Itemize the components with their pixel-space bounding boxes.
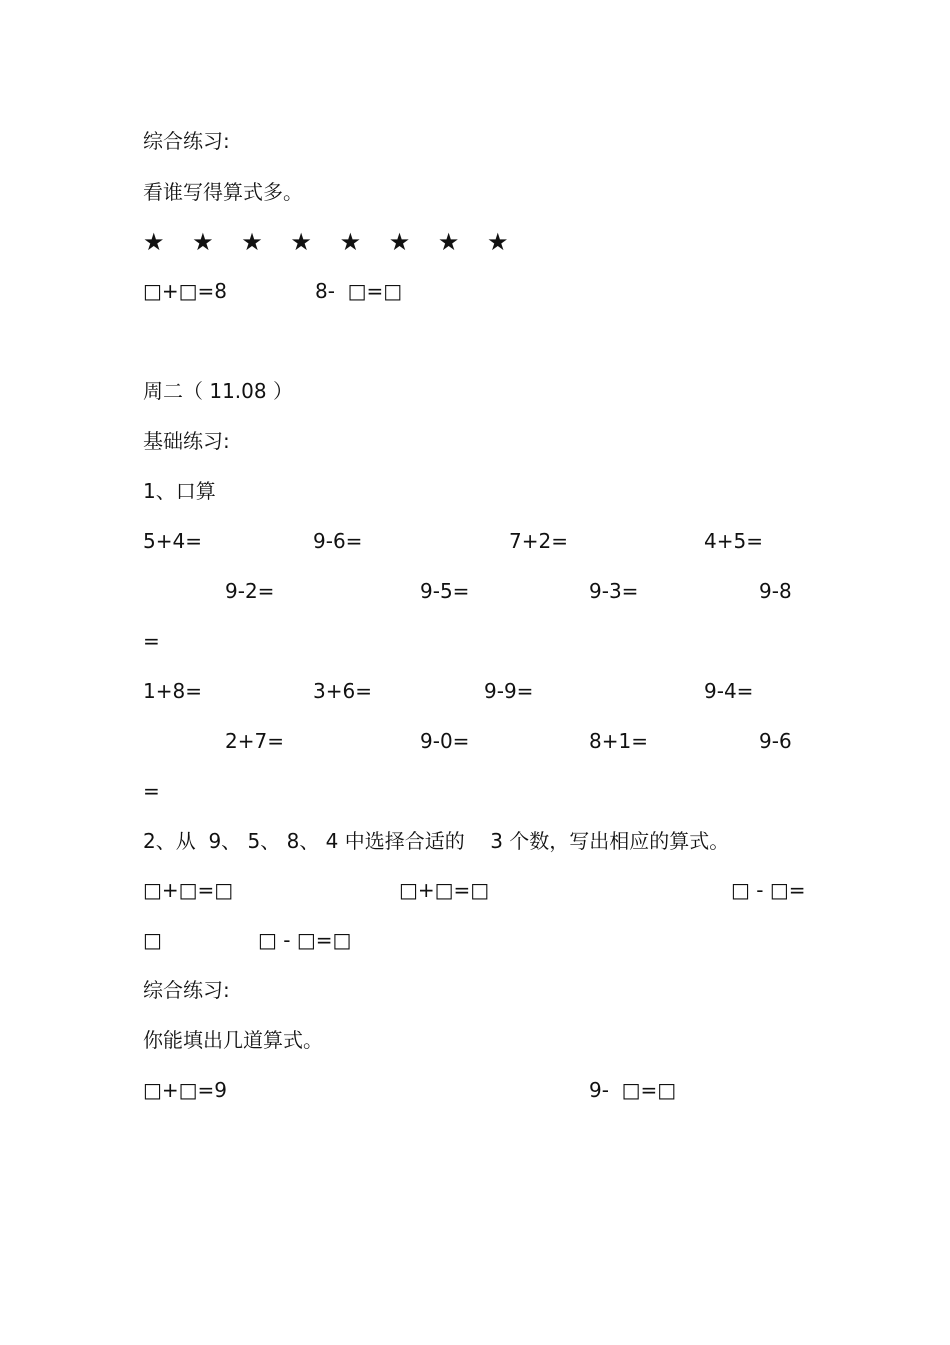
- arithmetic-item: 7+2=: [509, 529, 568, 553]
- arithmetic-item: 9-4=: [704, 679, 754, 703]
- arithmetic-item: 9-6: [759, 729, 792, 753]
- arithmetic-item: =: [143, 779, 160, 803]
- equation: □+□=□: [399, 878, 490, 902]
- arithmetic-item: 9-6=: [313, 529, 363, 553]
- section-heading: 综合练习:: [143, 978, 230, 1002]
- arithmetic-item: =: [143, 629, 160, 653]
- arithmetic-item: 9-8: [759, 579, 792, 603]
- arithmetic-item: 3+6=: [313, 679, 372, 703]
- arithmetic-item: 1+8=: [143, 679, 202, 703]
- arithmetic-item: 9-0=: [420, 729, 470, 753]
- star-row: ★ ★ ★ ★ ★ ★ ★ ★: [143, 228, 519, 256]
- equation: 9- □=□: [589, 1078, 677, 1102]
- arithmetic-item: 2+7=: [225, 729, 284, 753]
- section-heading: 综合练习:: [143, 129, 230, 153]
- arithmetic-item: 9-2=: [225, 579, 275, 603]
- arithmetic-item: 5+4=: [143, 529, 202, 553]
- equation: □ - □=: [731, 878, 806, 902]
- section-prompt: 你能填出几道算式。: [143, 1028, 323, 1052]
- equation: □: [143, 928, 162, 952]
- arithmetic-item: 9-3=: [589, 579, 639, 603]
- arithmetic-item: 9-9=: [484, 679, 534, 703]
- arithmetic-item: 8+1=: [589, 729, 648, 753]
- arithmetic-item: 4+5=: [704, 529, 763, 553]
- question-title: 1、口算: [143, 479, 216, 503]
- question-title: 2、从 9、 5、 8、 4 中选择合适的 3 个数，写出相应的算式。: [143, 829, 730, 853]
- section-prompt: 看谁写得算式多。: [143, 180, 303, 204]
- day-heading: 周二（ 11.08 ）: [143, 379, 293, 403]
- equation: 8- □=□: [315, 279, 403, 303]
- equation: □+□=8: [143, 279, 228, 303]
- equation: □+□=9: [143, 1078, 228, 1102]
- equation: □+□=□: [143, 878, 234, 902]
- arithmetic-item: 9-5=: [420, 579, 470, 603]
- section-heading: 基础练习:: [143, 429, 230, 453]
- equation: □ - □=□: [258, 928, 352, 952]
